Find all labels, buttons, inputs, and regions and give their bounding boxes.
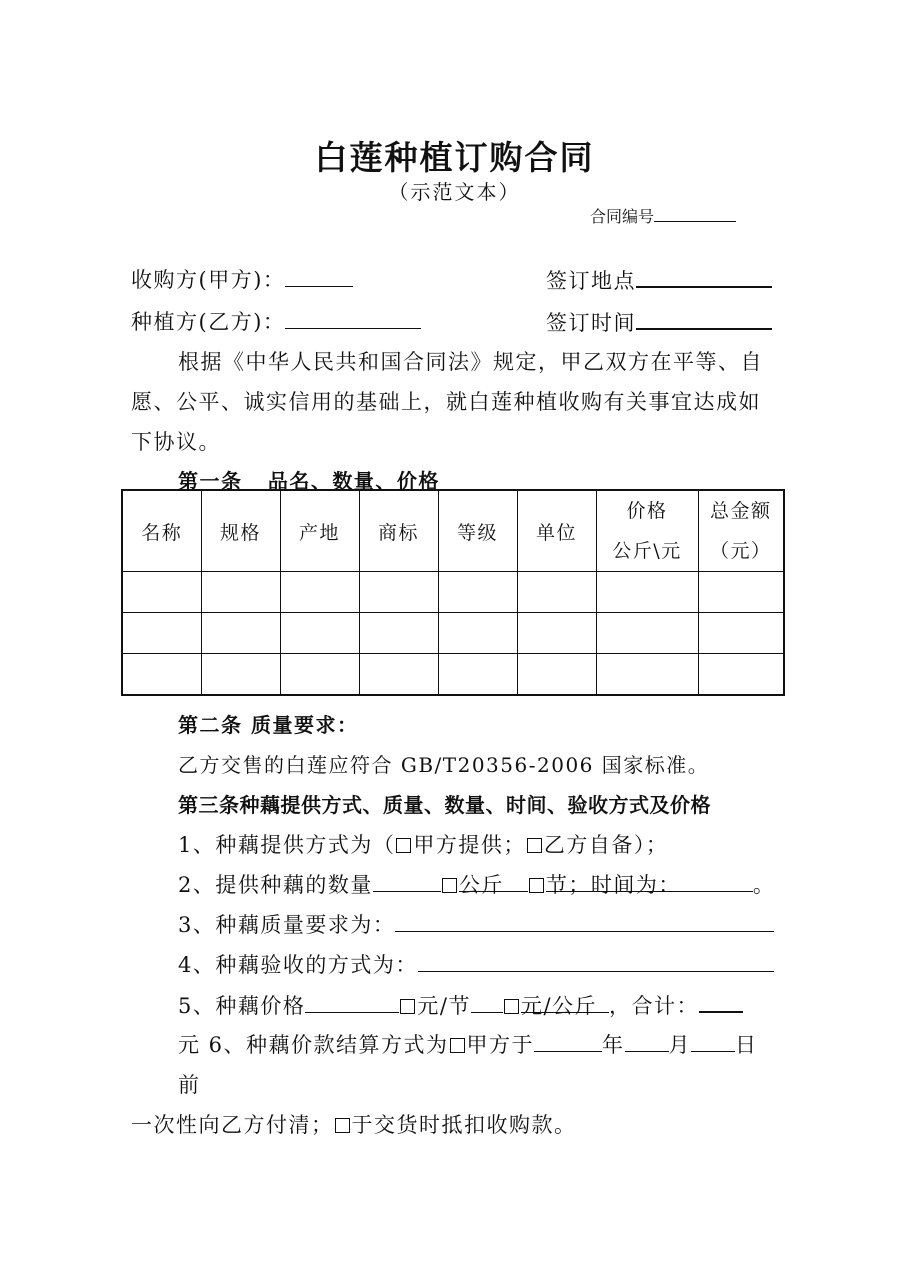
- item1-option-1: 甲方提供；: [413, 833, 526, 857]
- checkbox-icon[interactable]: [527, 838, 542, 853]
- total-header-line2: （元）: [709, 540, 772, 562]
- table-cell[interactable]: [201, 654, 280, 696]
- table-row: [122, 572, 784, 613]
- article3-item4: [178, 949, 774, 979]
- price-blank[interactable]: [305, 990, 399, 1013]
- item6-prefix: 元 6、种藕价款结算方式为: [178, 1033, 449, 1057]
- buyer-label: 收购方(甲方)：: [131, 268, 286, 292]
- total-header-cell: [698, 490, 784, 572]
- sign-place-blank[interactable]: [636, 264, 772, 288]
- price-header-line2: 公斤\元: [612, 540, 682, 562]
- header-cell: 产地: [280, 490, 359, 572]
- header-cell: 名称: [122, 490, 201, 572]
- item1-prefix: 1、种藕提供方式为（: [178, 833, 396, 857]
- article3-item2: [178, 869, 775, 899]
- quantity-blank[interactable]: [373, 869, 441, 892]
- table-cell[interactable]: [280, 613, 359, 654]
- item6-text1: 甲方于: [466, 1033, 535, 1057]
- day-label: 日: [735, 1033, 758, 1057]
- price-header-cell: [596, 490, 698, 572]
- total-label: ，合计：: [609, 994, 700, 1018]
- table-header-row: [122, 490, 784, 572]
- unit-kg-label: 公斤: [459, 869, 528, 892]
- article3-item5: [178, 989, 743, 1020]
- table-row: [122, 613, 784, 654]
- contract-number-label: 合同编号: [590, 207, 655, 226]
- item2-prefix: 2、提供种藕的数量: [178, 873, 373, 897]
- checkbox-icon[interactable]: [335, 1118, 350, 1133]
- table-cell[interactable]: [438, 654, 517, 696]
- article3-item1: [178, 829, 668, 859]
- year-blank[interactable]: [534, 1029, 602, 1052]
- table-cell[interactable]: [280, 572, 359, 613]
- acceptance-blank[interactable]: [418, 949, 774, 972]
- table-cell[interactable]: [517, 654, 596, 696]
- item1-option-2: 乙方自备）；: [543, 833, 669, 857]
- buyer-field[interactable]: [131, 264, 353, 294]
- article2-text: 乙方交售的白莲应符合 GB/T20356-2006 国家标准。: [178, 753, 710, 777]
- checkbox-icon[interactable]: [450, 1038, 465, 1053]
- day-blank[interactable]: [691, 1029, 735, 1052]
- header-cell: 等级: [438, 490, 517, 572]
- price-header-line1: 价格: [626, 500, 668, 522]
- table-cell[interactable]: [122, 572, 201, 613]
- buyer-blank[interactable]: [285, 264, 353, 287]
- header-cell: 商标: [359, 490, 438, 572]
- table-cell[interactable]: [698, 572, 784, 613]
- item6-cont1: 一次性向乙方付清；: [131, 1113, 334, 1137]
- table-cell[interactable]: [201, 613, 280, 654]
- unit-section-label: 节；: [546, 869, 591, 892]
- quality-blank[interactable]: [395, 909, 568, 932]
- table-cell[interactable]: [517, 613, 596, 654]
- checkbox-icon[interactable]: [400, 999, 415, 1014]
- table-cell[interactable]: [359, 654, 438, 696]
- table-cell[interactable]: [438, 572, 517, 613]
- unit-yuan-per-kg: 元/公斤: [521, 990, 609, 1013]
- item4-label: 4、种藕验收的方式为：: [178, 953, 418, 977]
- checkbox-icon[interactable]: [442, 878, 457, 893]
- year-label: 年: [602, 1033, 625, 1057]
- checkbox-icon[interactable]: [529, 878, 544, 893]
- time-label: 时间为：: [591, 869, 681, 892]
- total-blank[interactable]: [699, 989, 743, 1013]
- month-blank[interactable]: [625, 1029, 669, 1052]
- table-cell[interactable]: [596, 654, 698, 696]
- intro-line-1: 根据《中华人民共和国合同法》规定，甲乙双方在平等、自: [178, 350, 763, 374]
- contract-number-blank[interactable]: [654, 205, 736, 222]
- total-header-line1: 总金额: [709, 500, 772, 522]
- table-cell[interactable]: [122, 613, 201, 654]
- time-blank[interactable]: [681, 869, 753, 892]
- table-row: [122, 654, 784, 696]
- item2-end: 。: [752, 873, 776, 897]
- grower-field[interactable]: [131, 306, 421, 336]
- article3-item6: [178, 1029, 758, 1059]
- goods-table: [121, 489, 785, 696]
- price-blank-2[interactable]: [471, 990, 503, 1013]
- header-cell: 规格: [201, 490, 280, 572]
- intro-line-2: 愿、公平、诚实信用的基础上，就白莲种植收购有关事宜达成如: [131, 390, 761, 414]
- table-cell[interactable]: [201, 572, 280, 613]
- table-cell[interactable]: [359, 613, 438, 654]
- document-title: 白莲种植订购合同: [314, 138, 595, 177]
- table-cell[interactable]: [596, 572, 698, 613]
- sign-place-field[interactable]: [546, 264, 772, 295]
- table-cell[interactable]: [698, 613, 784, 654]
- table-cell[interactable]: [122, 654, 201, 696]
- table-cell[interactable]: [698, 654, 784, 696]
- sign-place-label: 签订地点: [546, 269, 636, 293]
- contract-number-field[interactable]: [590, 204, 736, 227]
- quality-blank-2[interactable]: [568, 909, 774, 932]
- article2-heading: 第二条 质量要求：: [178, 713, 359, 737]
- unit-yuan-per-section: 元/节: [417, 994, 471, 1018]
- document-subtitle: （示范文本）: [388, 180, 521, 204]
- intro-line-3: 下协议。: [131, 430, 221, 454]
- item6-cont2: 于交货时抵扣收购款。: [351, 1113, 577, 1137]
- table-cell[interactable]: [517, 572, 596, 613]
- article1-heading: 第一条 品名、数量、价格: [178, 469, 440, 493]
- sign-time-blank[interactable]: [636, 306, 772, 330]
- checkbox-icon[interactable]: [396, 838, 411, 853]
- table-cell[interactable]: [359, 572, 438, 613]
- article3-heading: 第三条种藕提供方式、质量、数量、时间、验收方式及价格: [178, 793, 711, 817]
- article3-item6-cont: [131, 1109, 577, 1139]
- sign-time-label: 签订时间: [546, 311, 636, 335]
- table-cell[interactable]: [438, 613, 517, 654]
- month-label: 月: [668, 1033, 692, 1057]
- table-cell[interactable]: [280, 654, 359, 696]
- checkbox-icon[interactable]: [504, 999, 519, 1014]
- sign-time-field[interactable]: [546, 306, 772, 337]
- item6-line-end: 前: [178, 1073, 201, 1097]
- article3-item3: [178, 909, 774, 939]
- table-cell[interactable]: [596, 613, 698, 654]
- grower-label: 种植方(乙方)：: [131, 310, 286, 334]
- header-cell: 单位: [517, 490, 596, 572]
- item3-label: 3、种藕质量要求为：: [178, 913, 396, 937]
- item5-prefix: 5、种藕价格: [178, 994, 306, 1018]
- grower-blank[interactable]: [285, 306, 421, 329]
